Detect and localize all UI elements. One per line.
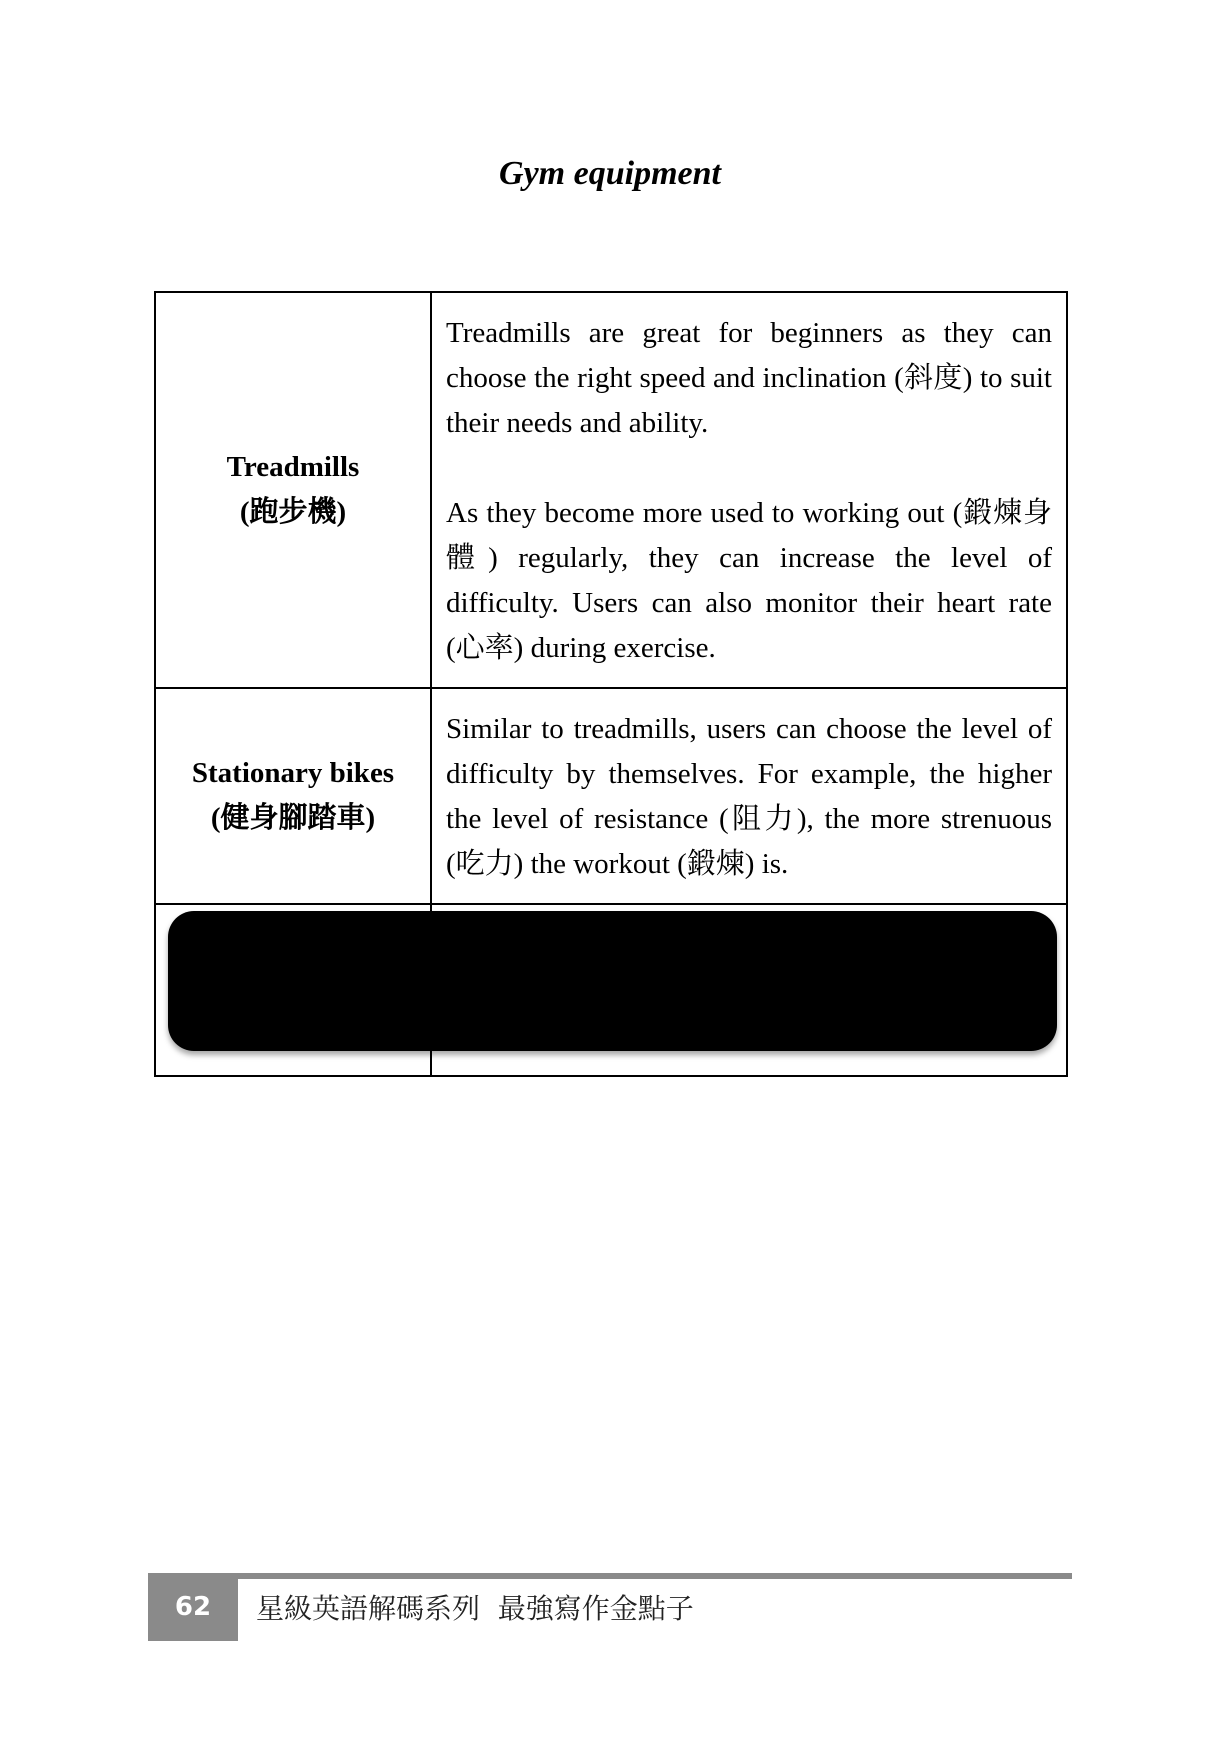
table-row-treadmills	[155, 292, 1067, 688]
redaction-block	[168, 911, 1057, 1051]
page-title: Gym equipment	[499, 155, 721, 192]
description-paragraph: Similar to treadmills, users can choose the level of difficulty by themselves. For example, the higher the level of resistance (阻力), the more strenuous (吃力) the workout (鍛煉) is.	[446, 713, 1052, 880]
equipment-description-cell	[431, 292, 1067, 688]
equipment-name-zh: (健身腳踏車)	[210, 802, 376, 834]
equipment-name-zh: (跑步機)	[239, 496, 347, 528]
equipment-name-en: Treadmills	[226, 451, 360, 483]
page-number: 62	[148, 1573, 238, 1641]
description-paragraph: As they become more used to working out (鍛煉身體) regularly, they can increase the level of difficulty. Users can also monitor their heart rate (心率) during exercise.	[446, 497, 1052, 664]
footer-series-title: 星級英語解碼系列 最強寫作金點子	[256, 1592, 694, 1625]
equipment-name-en: Stationary bikes	[191, 757, 395, 789]
equipment-name-cell	[155, 292, 431, 688]
table-row-stationary-bikes	[155, 688, 1067, 904]
description-paragraph: Treadmills are great for beginners as they can choose the right speed and inclination (斜度) to suit their needs and ability.	[446, 317, 1052, 439]
equipment-description-cell	[431, 688, 1067, 904]
equipment-name-cell	[155, 688, 431, 904]
footer-rule	[148, 1573, 1072, 1579]
